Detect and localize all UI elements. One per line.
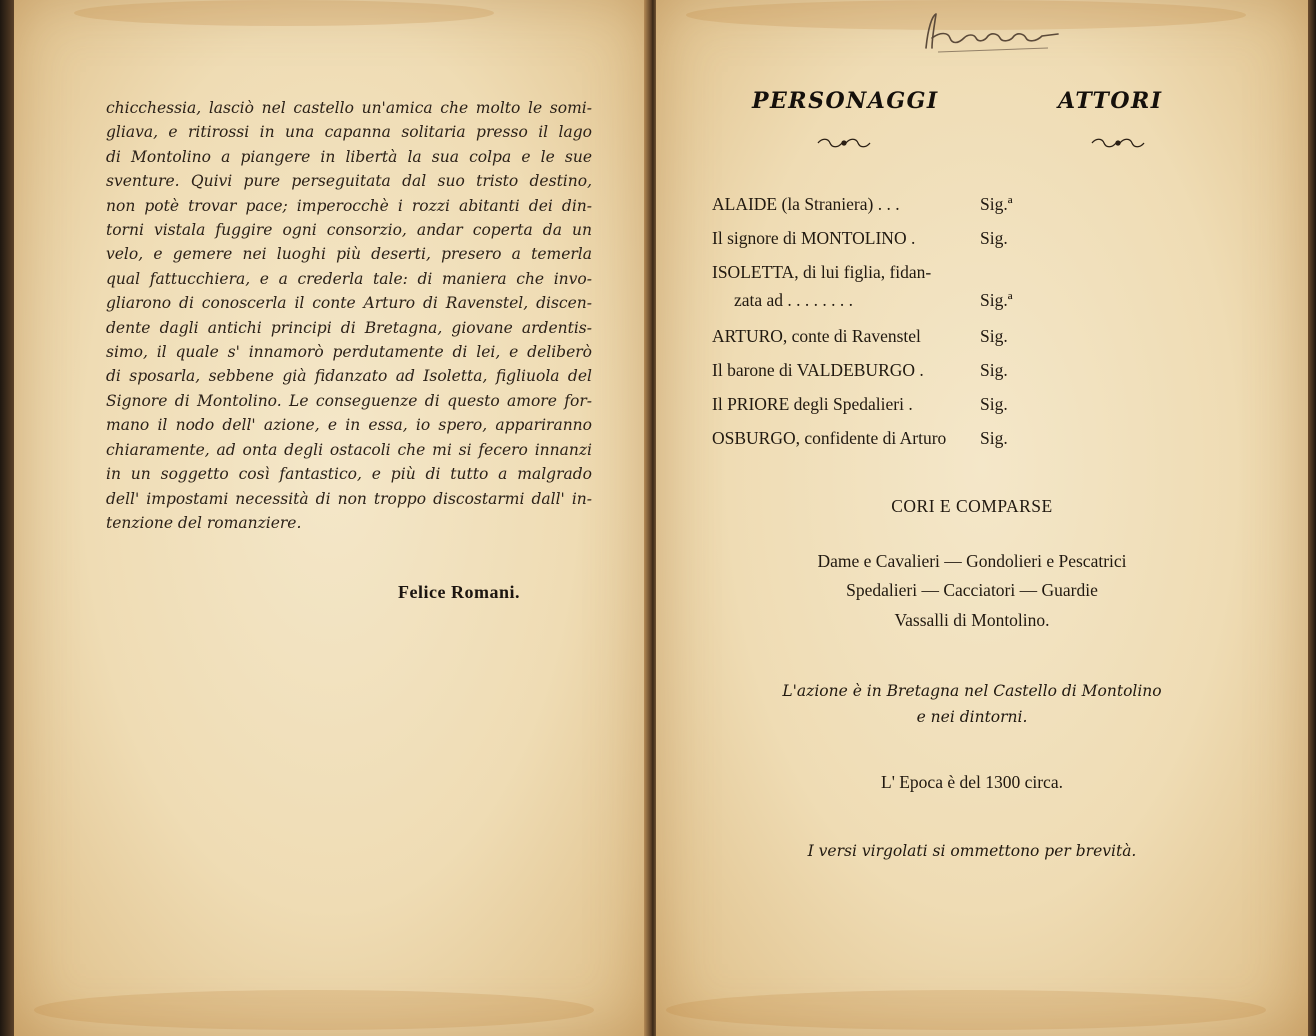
- header-personaggi: PERSONAGGI: [752, 88, 939, 114]
- cast-actor: Sig.: [980, 228, 1008, 248]
- cast-actor: Sig.ª: [980, 290, 1013, 310]
- cori-line: Spedalieri — Cacciatori — Guardie: [846, 580, 1098, 600]
- cast-list: [712, 190, 1042, 458]
- cori-title: CORI E COMPARSE: [891, 496, 1053, 516]
- introduction-text: [106, 96, 592, 535]
- intro-line: di sposarla, sebbene già fidanzato ad Isoletta, figliuola del: [106, 367, 592, 386]
- cast-actor: Sig.ª: [980, 194, 1013, 214]
- handwritten-note: [918, 8, 1068, 56]
- intro-line: tenzione del romanziere.: [106, 513, 302, 532]
- cast-row: [712, 322, 1042, 356]
- cast-row: [712, 258, 1042, 322]
- cast-row: [712, 390, 1042, 424]
- cast-row: [712, 356, 1042, 390]
- cori-line: Dame e Cavalieri — Gondolieri e Pescatrici: [817, 551, 1127, 571]
- cast-role-continued: zata ad . . . . . . . .: [734, 290, 854, 310]
- cast-actor: Sig.: [980, 326, 1008, 346]
- intro-line: di Montolino a piangere in libertà la sua colpa e le sue: [106, 147, 592, 166]
- cast-role: Il signore di MONTOLINO .: [712, 228, 916, 248]
- cast-actor: Sig.: [980, 360, 1008, 380]
- cast-row: [712, 424, 1042, 458]
- intro-line: Signore di Montolino. Le conseguenze di questo amore for-: [106, 391, 592, 410]
- setting-line: L'azione è in Bretagna nel Castello di Montolino: [782, 682, 1162, 700]
- verses-note: I versi virgolati si ommettono per brevità.: [807, 842, 1137, 860]
- intro-line: gliava, e ritirossi in una capanna solitaria presso il lago: [106, 123, 592, 142]
- cast-actor: Sig.: [980, 394, 1008, 414]
- right-page: [656, 0, 1308, 1036]
- left-page: [14, 0, 648, 1036]
- intro-line: mano il nodo dell' azione, e in essa, io spero, appariranno: [106, 416, 592, 435]
- ornament-icon: [816, 136, 872, 150]
- intro-line: non potè trovar pace; imperocchè i rozzi abitanti dei din-: [106, 196, 592, 215]
- book-edge-left: [0, 0, 14, 1036]
- cast-row: [712, 190, 1042, 224]
- cast-role: OSBURGO, confidente di Arturo: [712, 428, 947, 448]
- book-edge-right: [1308, 0, 1316, 1036]
- cori-line: Vassalli di Montolino.: [894, 610, 1050, 630]
- epoch-line: L' Epoca è del 1300 circa.: [881, 772, 1063, 792]
- intro-line: torni vistala fuggire ogni consorzio, andar coperta da un: [106, 221, 592, 240]
- cast-role: ISOLETTA, di lui figlia, fidan-: [712, 262, 932, 282]
- cast-role: Il PRIORE degli Spedalieri .: [712, 394, 913, 414]
- intro-line: chicchessia, lasciò nel castello un'amica che molto le somi-: [106, 99, 592, 117]
- intro-line: velo, e gemere nei luoghi più deserti, presero a temerla: [106, 245, 592, 264]
- intro-line: chiaramente, ad onta degli ostacoli che mi si fecero innanzi: [106, 440, 592, 459]
- header-attori: ATTORI: [1058, 88, 1163, 114]
- intro-line: dente dagli antichi principi di Bretagna, giovane ardentis-: [106, 318, 592, 337]
- ornament-icon: [1090, 136, 1146, 150]
- intro-line: sventure. Quivi pure perseguitata dal suo tristo destino,: [106, 172, 592, 191]
- cast-actor: Sig.: [980, 428, 1008, 448]
- cast-role: ARTURO, conte di Ravenstel: [712, 326, 921, 346]
- cast-role: ALAIDE (la Straniera) . . .: [712, 194, 900, 214]
- intro-line: in un soggetto così fantastico, e più di tutto a malgrado: [106, 465, 592, 484]
- intro-line: qual fattucchiera, e a crederla tale: di maniera che invo-: [106, 269, 592, 288]
- intro-line: dell' impostami necessità di non troppo discostarmi dall' in-: [106, 489, 592, 508]
- paper-stain: [74, 0, 494, 26]
- setting-line: e nei dintorni.: [916, 708, 1028, 726]
- cast-row: [712, 224, 1042, 258]
- paper-stain: [34, 990, 594, 1030]
- paper-stain: [666, 990, 1266, 1030]
- cast-role: Il barone di VALDEBURGO .: [712, 360, 924, 380]
- author-signature: Felice Romani.: [398, 582, 520, 602]
- intro-line: simo, il quale s' innamorò perdutamente di lei, e deliberò: [106, 343, 592, 362]
- intro-line: gliarono di conoscerla il conte Arturo di Ravenstel, discen-: [106, 294, 592, 313]
